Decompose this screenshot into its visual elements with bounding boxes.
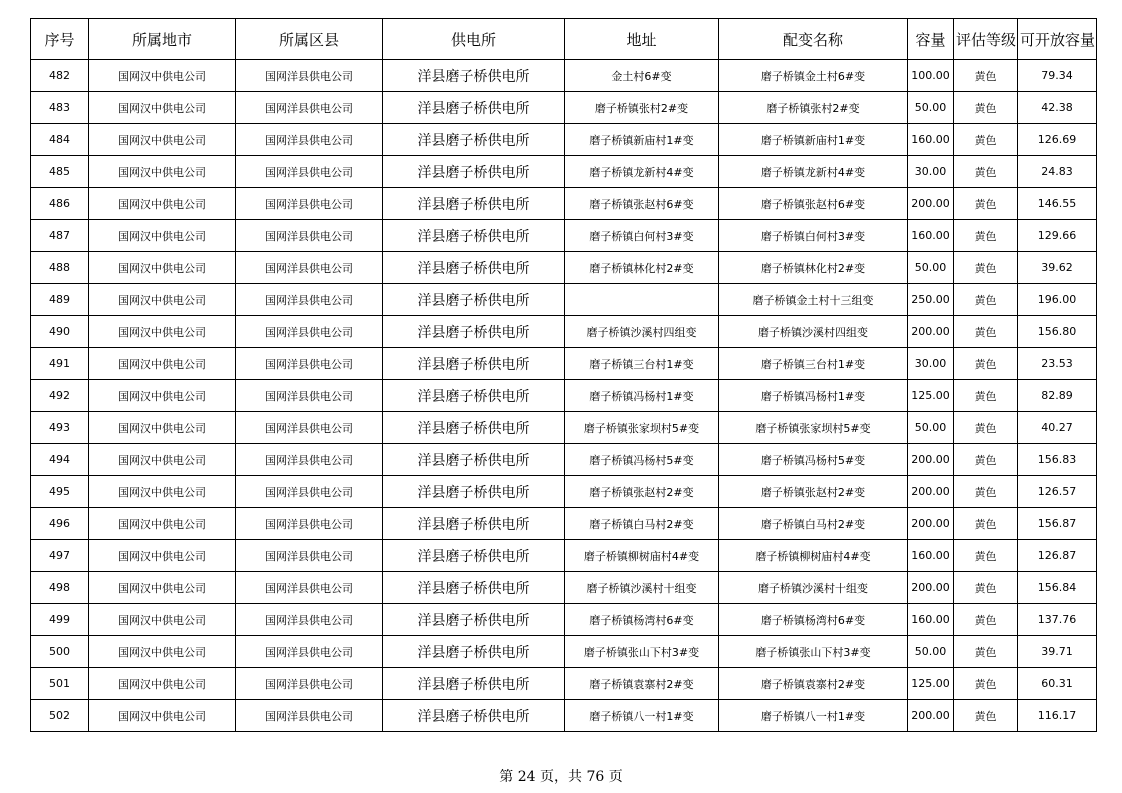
cell-address: 磨子桥镇张家坝村5#变 [565, 412, 719, 444]
cell-city: 国网汉中供电公司 [89, 412, 236, 444]
cell-index: 490 [31, 316, 89, 348]
table-header-row [31, 19, 1097, 60]
cell-city: 国网汉中供电公司 [89, 476, 236, 508]
cell-transformer-name: 磨子桥镇三台村1#变 [719, 348, 908, 380]
cell-city: 国网汉中供电公司 [89, 252, 236, 284]
cell-address: 磨子桥镇沙溪村四组变 [565, 316, 719, 348]
cell-index: 499 [31, 604, 89, 636]
cell-transformer-name: 磨子桥镇林化村2#变 [719, 252, 908, 284]
cell-address: 磨子桥镇张赵村6#变 [565, 188, 719, 220]
cell-county: 国网洋县供电公司 [236, 92, 383, 124]
cell-address: 磨子桥镇三台村1#变 [565, 348, 719, 380]
cell-county: 国网洋县供电公司 [236, 188, 383, 220]
header-rating: 评估等级 [954, 19, 1018, 60]
cell-index: 498 [31, 572, 89, 604]
cell-county: 国网洋县供电公司 [236, 60, 383, 92]
cell-capacity: 125.00 [908, 668, 954, 700]
cell-index: 497 [31, 540, 89, 572]
cell-station: 洋县磨子桥供电所 [383, 604, 565, 636]
table-row [31, 700, 1097, 732]
cell-station: 洋县磨子桥供电所 [383, 284, 565, 316]
cell-address: 磨子桥镇新庙村1#变 [565, 124, 719, 156]
cell-open-capacity: 79.34 [1018, 60, 1097, 92]
cell-city: 国网汉中供电公司 [89, 348, 236, 380]
cell-rating: 黄色 [954, 220, 1018, 252]
cell-city: 国网汉中供电公司 [89, 700, 236, 732]
table-row [31, 60, 1097, 92]
table-row [31, 188, 1097, 220]
cell-rating: 黄色 [954, 668, 1018, 700]
cell-rating: 黄色 [954, 156, 1018, 188]
cell-transformer-name: 磨子桥镇龙新村4#变 [719, 156, 908, 188]
table-row [31, 348, 1097, 380]
cell-station: 洋县磨子桥供电所 [383, 348, 565, 380]
cell-index: 501 [31, 668, 89, 700]
table-row [31, 476, 1097, 508]
header-open-capacity: 可开放容量 [1018, 19, 1097, 60]
cell-open-capacity: 126.57 [1018, 476, 1097, 508]
cell-rating: 黄色 [954, 188, 1018, 220]
cell-county: 国网洋县供电公司 [236, 668, 383, 700]
cell-county: 国网洋县供电公司 [236, 572, 383, 604]
cell-index: 491 [31, 348, 89, 380]
cell-capacity: 50.00 [908, 412, 954, 444]
cell-city: 国网汉中供电公司 [89, 604, 236, 636]
cell-open-capacity: 23.53 [1018, 348, 1097, 380]
cell-city: 国网汉中供电公司 [89, 444, 236, 476]
cell-address: 磨子桥镇沙溪村十组变 [565, 572, 719, 604]
cell-capacity: 250.00 [908, 284, 954, 316]
cell-capacity: 160.00 [908, 124, 954, 156]
cell-rating: 黄色 [954, 540, 1018, 572]
cell-transformer-name: 磨子桥镇张家坝村5#变 [719, 412, 908, 444]
cell-station: 洋县磨子桥供电所 [383, 572, 565, 604]
header-county: 所属区县 [236, 19, 383, 60]
cell-address: 金土村6#变 [565, 60, 719, 92]
cell-city: 国网汉中供电公司 [89, 284, 236, 316]
cell-address: 磨子桥镇龙新村4#变 [565, 156, 719, 188]
table-row [31, 572, 1097, 604]
table-row [31, 220, 1097, 252]
cell-index: 482 [31, 60, 89, 92]
cell-capacity: 200.00 [908, 188, 954, 220]
cell-capacity: 200.00 [908, 444, 954, 476]
cell-county: 国网洋县供电公司 [236, 220, 383, 252]
cell-rating: 黄色 [954, 636, 1018, 668]
table-row [31, 124, 1097, 156]
cell-capacity: 200.00 [908, 316, 954, 348]
header-station: 供电所 [383, 19, 565, 60]
cell-open-capacity: 116.17 [1018, 700, 1097, 732]
cell-station: 洋县磨子桥供电所 [383, 700, 565, 732]
table-row [31, 252, 1097, 284]
cell-open-capacity: 156.87 [1018, 508, 1097, 540]
cell-station: 洋县磨子桥供电所 [383, 636, 565, 668]
cell-index: 484 [31, 124, 89, 156]
table-body [31, 60, 1097, 732]
cell-address: 磨子桥镇白何村3#变 [565, 220, 719, 252]
cell-open-capacity: 42.38 [1018, 92, 1097, 124]
header-index: 序号 [31, 19, 89, 60]
cell-address: 磨子桥镇八一村1#变 [565, 700, 719, 732]
cell-capacity: 30.00 [908, 156, 954, 188]
cell-transformer-name: 磨子桥镇新庙村1#变 [719, 124, 908, 156]
cell-transformer-name: 磨子桥镇张村2#变 [719, 92, 908, 124]
cell-station: 洋县磨子桥供电所 [383, 508, 565, 540]
cell-rating: 黄色 [954, 92, 1018, 124]
cell-rating: 黄色 [954, 700, 1018, 732]
cell-city: 国网汉中供电公司 [89, 220, 236, 252]
header-address: 地址 [565, 19, 719, 60]
cell-station: 洋县磨子桥供电所 [383, 668, 565, 700]
cell-open-capacity: 137.76 [1018, 604, 1097, 636]
cell-station: 洋县磨子桥供电所 [383, 124, 565, 156]
table-row [31, 604, 1097, 636]
table-row [31, 540, 1097, 572]
cell-station: 洋县磨子桥供电所 [383, 188, 565, 220]
cell-address: 磨子桥镇张村2#变 [565, 92, 719, 124]
cell-transformer-name: 磨子桥镇金土村6#变 [719, 60, 908, 92]
cell-county: 国网洋县供电公司 [236, 316, 383, 348]
cell-county: 国网洋县供电公司 [236, 252, 383, 284]
cell-open-capacity: 126.87 [1018, 540, 1097, 572]
cell-transformer-name: 磨子桥镇冯杨村5#变 [719, 444, 908, 476]
cell-transformer-name: 磨子桥镇八一村1#变 [719, 700, 908, 732]
cell-county: 国网洋县供电公司 [236, 380, 383, 412]
cell-rating: 黄色 [954, 380, 1018, 412]
cell-county: 国网洋县供电公司 [236, 412, 383, 444]
cell-station: 洋县磨子桥供电所 [383, 316, 565, 348]
cell-rating: 黄色 [954, 284, 1018, 316]
table-row [31, 92, 1097, 124]
cell-open-capacity: 24.83 [1018, 156, 1097, 188]
cell-transformer-name: 磨子桥镇沙溪村四组变 [719, 316, 908, 348]
cell-address: 磨子桥镇柳树庙村4#变 [565, 540, 719, 572]
cell-capacity: 160.00 [908, 540, 954, 572]
cell-station: 洋县磨子桥供电所 [383, 92, 565, 124]
header-city: 所属地市 [89, 19, 236, 60]
cell-address: 磨子桥镇冯杨村1#变 [565, 380, 719, 412]
cell-city: 国网汉中供电公司 [89, 156, 236, 188]
table-row [31, 380, 1097, 412]
cell-rating: 黄色 [954, 508, 1018, 540]
cell-index: 495 [31, 476, 89, 508]
cell-index: 494 [31, 444, 89, 476]
cell-city: 国网汉中供电公司 [89, 668, 236, 700]
cell-open-capacity: 40.27 [1018, 412, 1097, 444]
cell-station: 洋县磨子桥供电所 [383, 60, 565, 92]
cell-rating: 黄色 [954, 444, 1018, 476]
cell-city: 国网汉中供电公司 [89, 124, 236, 156]
cell-county: 国网洋县供电公司 [236, 604, 383, 636]
table-row [31, 284, 1097, 316]
cell-transformer-name: 磨子桥镇张赵村6#变 [719, 188, 908, 220]
cell-capacity: 30.00 [908, 348, 954, 380]
cell-city: 国网汉中供电公司 [89, 540, 236, 572]
cell-capacity: 200.00 [908, 700, 954, 732]
cell-open-capacity: 126.69 [1018, 124, 1097, 156]
cell-capacity: 50.00 [908, 252, 954, 284]
cell-station: 洋县磨子桥供电所 [383, 540, 565, 572]
cell-open-capacity: 39.62 [1018, 252, 1097, 284]
cell-index: 488 [31, 252, 89, 284]
cell-city: 国网汉中供电公司 [89, 60, 236, 92]
cell-index: 487 [31, 220, 89, 252]
cell-open-capacity: 129.66 [1018, 220, 1097, 252]
table-row [31, 508, 1097, 540]
cell-address: 磨子桥镇冯杨村5#变 [565, 444, 719, 476]
cell-city: 国网汉中供电公司 [89, 316, 236, 348]
capacity-table [30, 18, 1097, 732]
cell-capacity: 50.00 [908, 636, 954, 668]
cell-rating: 黄色 [954, 604, 1018, 636]
cell-rating: 黄色 [954, 252, 1018, 284]
cell-address: 磨子桥镇袁寨村2#变 [565, 668, 719, 700]
table-row [31, 156, 1097, 188]
cell-index: 496 [31, 508, 89, 540]
cell-address [565, 284, 719, 316]
cell-address: 磨子桥镇杨湾村6#变 [565, 604, 719, 636]
cell-index: 500 [31, 636, 89, 668]
cell-county: 国网洋县供电公司 [236, 540, 383, 572]
cell-index: 483 [31, 92, 89, 124]
cell-rating: 黄色 [954, 412, 1018, 444]
cell-county: 国网洋县供电公司 [236, 476, 383, 508]
cell-station: 洋县磨子桥供电所 [383, 412, 565, 444]
cell-transformer-name: 磨子桥镇金土村十三组变 [719, 284, 908, 316]
cell-city: 国网汉中供电公司 [89, 380, 236, 412]
cell-index: 489 [31, 284, 89, 316]
cell-transformer-name: 磨子桥镇袁寨村2#变 [719, 668, 908, 700]
cell-capacity: 200.00 [908, 572, 954, 604]
page-number: 第 24 页，共 76 页 [499, 769, 623, 785]
cell-station: 洋县磨子桥供电所 [383, 220, 565, 252]
cell-rating: 黄色 [954, 316, 1018, 348]
cell-open-capacity: 60.31 [1018, 668, 1097, 700]
cell-county: 国网洋县供电公司 [236, 508, 383, 540]
header-transformer-name: 配变名称 [719, 19, 908, 60]
cell-index: 493 [31, 412, 89, 444]
cell-transformer-name: 磨子桥镇白何村3#变 [719, 220, 908, 252]
cell-rating: 黄色 [954, 572, 1018, 604]
cell-index: 502 [31, 700, 89, 732]
cell-capacity: 200.00 [908, 476, 954, 508]
cell-capacity: 200.00 [908, 508, 954, 540]
cell-rating: 黄色 [954, 60, 1018, 92]
cell-station: 洋县磨子桥供电所 [383, 252, 565, 284]
cell-index: 492 [31, 380, 89, 412]
table-row [31, 668, 1097, 700]
cell-capacity: 160.00 [908, 220, 954, 252]
cell-rating: 黄色 [954, 348, 1018, 380]
table-row [31, 636, 1097, 668]
cell-transformer-name: 磨子桥镇沙溪村十组变 [719, 572, 908, 604]
cell-transformer-name: 磨子桥镇张赵村2#变 [719, 476, 908, 508]
cell-city: 国网汉中供电公司 [89, 636, 236, 668]
cell-rating: 黄色 [954, 124, 1018, 156]
cell-open-capacity: 146.55 [1018, 188, 1097, 220]
cell-county: 国网洋县供电公司 [236, 124, 383, 156]
cell-address: 磨子桥镇白马村2#变 [565, 508, 719, 540]
cell-capacity: 125.00 [908, 380, 954, 412]
cell-index: 485 [31, 156, 89, 188]
cell-city: 国网汉中供电公司 [89, 188, 236, 220]
cell-transformer-name: 磨子桥镇张山下村3#变 [719, 636, 908, 668]
cell-transformer-name: 磨子桥镇白马村2#变 [719, 508, 908, 540]
cell-capacity: 100.00 [908, 60, 954, 92]
table-row [31, 444, 1097, 476]
cell-capacity: 160.00 [908, 604, 954, 636]
cell-transformer-name: 磨子桥镇冯杨村1#变 [719, 380, 908, 412]
cell-open-capacity: 196.00 [1018, 284, 1097, 316]
cell-city: 国网汉中供电公司 [89, 92, 236, 124]
cell-station: 洋县磨子桥供电所 [383, 156, 565, 188]
cell-transformer-name: 磨子桥镇柳树庙村4#变 [719, 540, 908, 572]
cell-rating: 黄色 [954, 476, 1018, 508]
cell-county: 国网洋县供电公司 [236, 636, 383, 668]
header-capacity: 容量 [908, 19, 954, 60]
cell-open-capacity: 82.89 [1018, 380, 1097, 412]
cell-open-capacity: 156.80 [1018, 316, 1097, 348]
cell-county: 国网洋县供电公司 [236, 156, 383, 188]
cell-city: 国网汉中供电公司 [89, 572, 236, 604]
cell-county: 国网洋县供电公司 [236, 348, 383, 380]
cell-county: 国网洋县供电公司 [236, 444, 383, 476]
table-row [31, 316, 1097, 348]
cell-address: 磨子桥镇张山下村3#变 [565, 636, 719, 668]
cell-transformer-name: 磨子桥镇杨湾村6#变 [719, 604, 908, 636]
cell-open-capacity: 156.83 [1018, 444, 1097, 476]
cell-address: 磨子桥镇张赵村2#变 [565, 476, 719, 508]
cell-county: 国网洋县供电公司 [236, 284, 383, 316]
cell-city: 国网汉中供电公司 [89, 508, 236, 540]
cell-station: 洋县磨子桥供电所 [383, 476, 565, 508]
cell-open-capacity: 39.71 [1018, 636, 1097, 668]
cell-address: 磨子桥镇林化村2#变 [565, 252, 719, 284]
cell-station: 洋县磨子桥供电所 [383, 380, 565, 412]
cell-capacity: 50.00 [908, 92, 954, 124]
cell-station: 洋县磨子桥供电所 [383, 444, 565, 476]
table-row [31, 412, 1097, 444]
cell-index: 486 [31, 188, 89, 220]
cell-open-capacity: 156.84 [1018, 572, 1097, 604]
cell-county: 国网洋县供电公司 [236, 700, 383, 732]
